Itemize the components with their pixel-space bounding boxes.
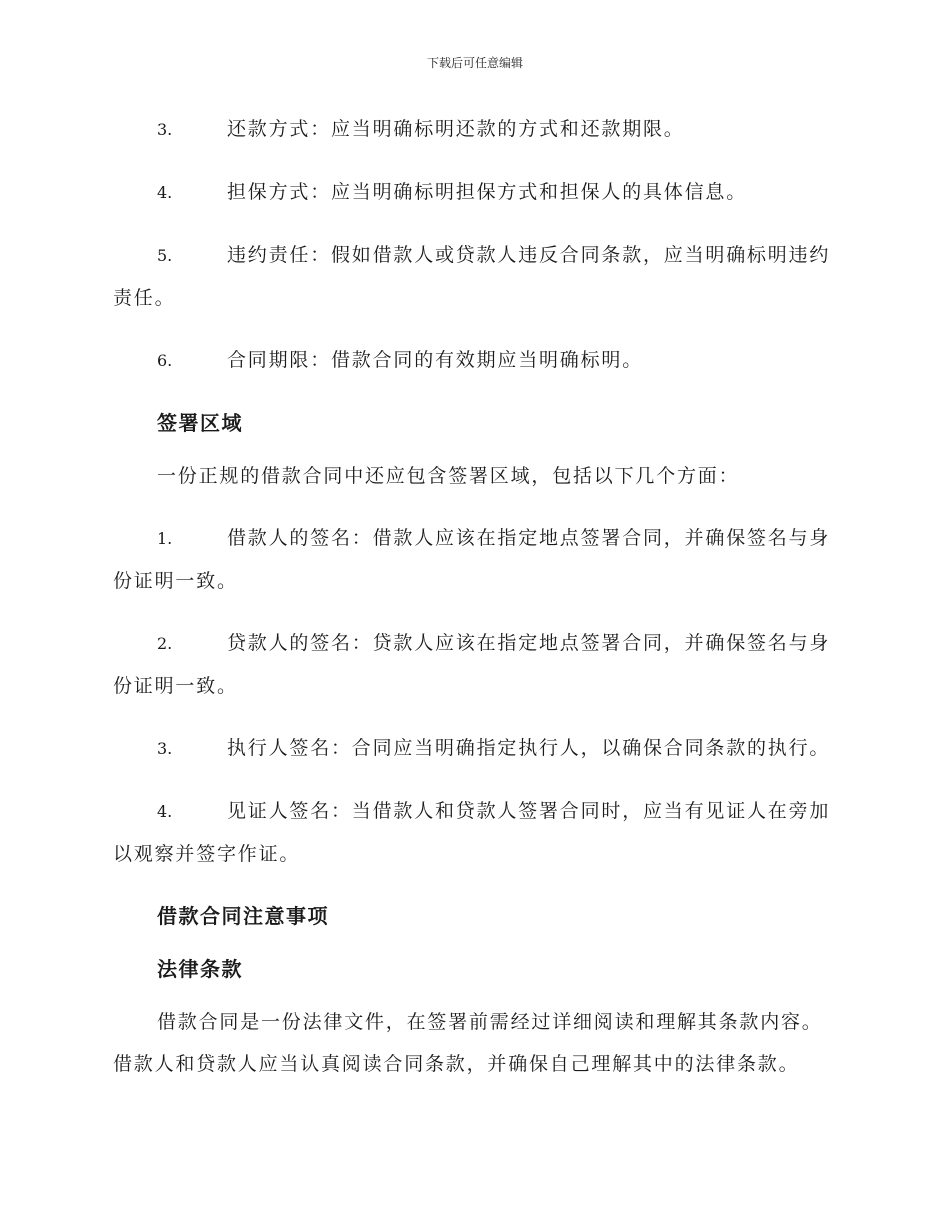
paragraph-legal: 借款合同是一份法律文件，在签署前需经过详细阅读和理解其条款内容。借款人和贷款人应当认真阅读合同条款，并确保自己理解其中的法律条款。: [113, 1011, 823, 1075]
list-number: 3.: [157, 739, 173, 758]
list-item: [113, 234, 835, 319]
list-number: 2.: [157, 634, 173, 653]
list-item: [113, 171, 835, 214]
list-item: [113, 108, 835, 151]
list-number: 4.: [157, 183, 173, 202]
section-heading-signing: 签署区域: [157, 411, 243, 435]
list-text: 担保方式：应当明确标明担保方式和担保人的具体信息。: [227, 181, 748, 203]
list-item: [113, 339, 835, 382]
list-text: 违约责任：假如借款人或贷款人违反合同条款，应当明确标明违约责任。: [113, 244, 831, 309]
list-item: [113, 517, 835, 602]
list-item: [113, 622, 835, 707]
list-text: 合同期限：借款合同的有效期应当明确标明。: [227, 349, 644, 371]
list-text: 借款人的签名：借款人应该在指定地点签署合同，并确保签名与身份证明一致。: [113, 527, 831, 592]
list-text: 还款方式：应当明确标明还款的方式和还款期限。: [227, 118, 685, 140]
list-number: 1.: [157, 529, 173, 548]
list-text: 贷款人的签名：贷款人应该在指定地点签署合同，并确保签名与身份证明一致。: [113, 632, 831, 697]
list-text: 见证人签名：当借款人和贷款人签署合同时，应当有见证人在旁加以观察并签字作证。: [113, 800, 831, 865]
list-item: [113, 727, 835, 770]
list-number: 6.: [157, 351, 173, 370]
list-text: 执行人签名：合同应当明确指定执行人，以确保合同条款的执行。: [227, 737, 831, 759]
list-number: 5.: [157, 246, 173, 265]
list-item: [113, 790, 835, 875]
paragraph-signing-intro: 一份正规的借款合同中还应包含签署区域，包括以下几个方面：: [157, 465, 740, 487]
section-heading-notes: 借款合同注意事项: [157, 904, 329, 928]
list-number: 4.: [157, 802, 173, 821]
document-body: [113, 108, 835, 1105]
section-heading-legal: 法律条款: [157, 957, 243, 981]
list-number: 3.: [157, 120, 173, 139]
page-header: 下载后可任意编辑: [426, 56, 523, 70]
